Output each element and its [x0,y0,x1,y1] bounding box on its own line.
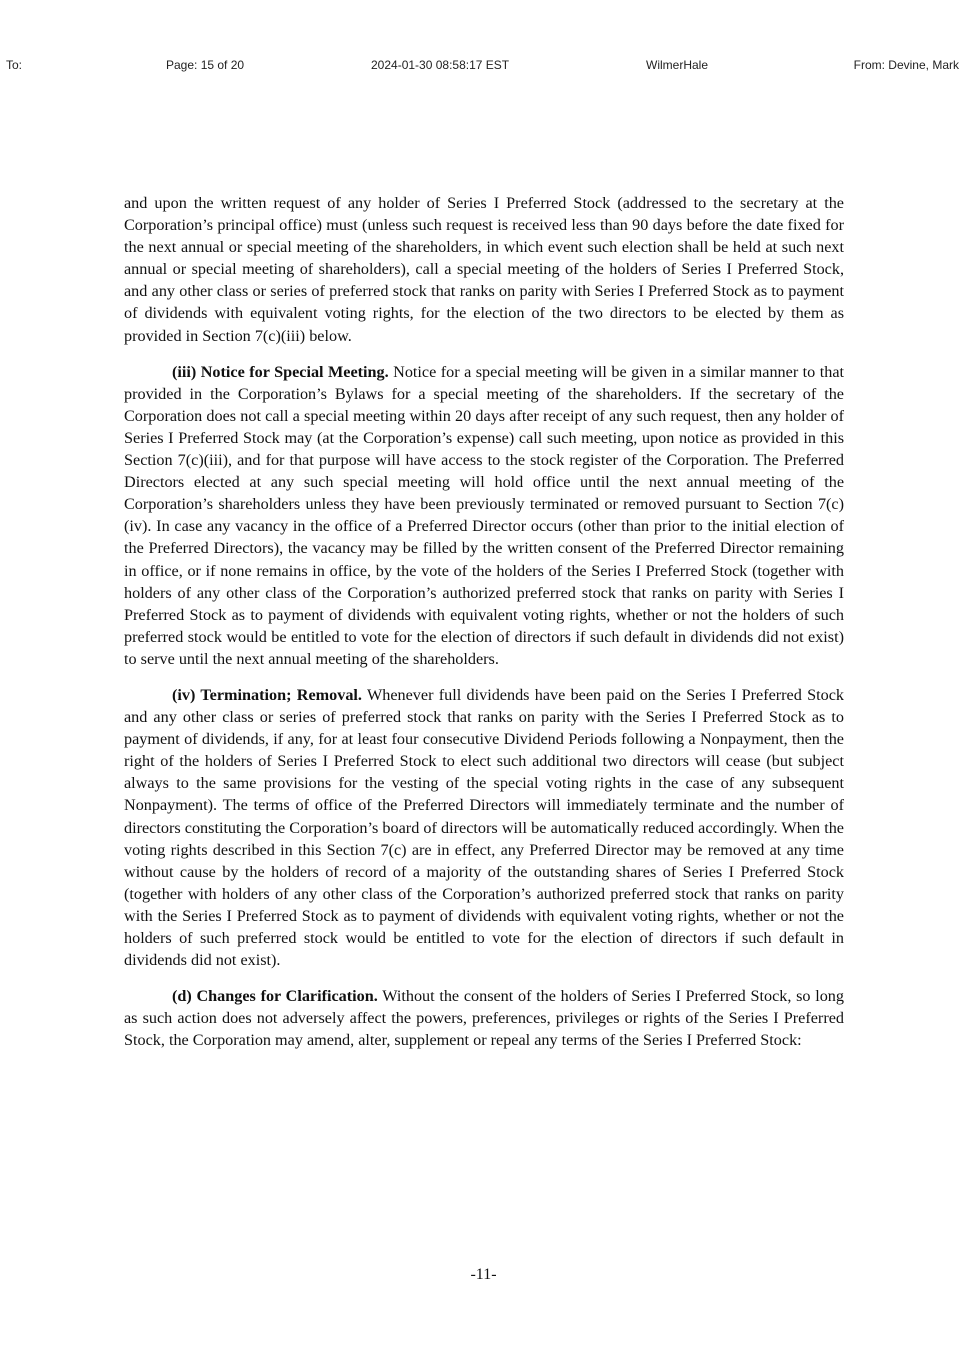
paragraph-text: Without the consent of the holders of Series I Preferred Stock, so long as such action does not adversely affect the powers, preferences, privileges or rights of the Series I Preferred Stock, the Corporation may amend, alter, supplement or repeal any terms of the Series I Preferred Stock: [124,987,844,1050]
page-number: -11- [470,1266,497,1283]
paragraph-continuation: and upon the written request of any holder of Series I Preferred Stock (addressed to the secretary at the Corporation’s principal office) must (unless such request is received less than 90 days before the date fixed for the next annual or special meeting of the shareholders, in which event such election shall be held at such next annual or special meeting of shareholders), call a special meeting of the holders of Series I Preferred Stock, and any other class or series of preferred stock that ranks on parity with Series I Preferred Stock as to payment of dividends with equivalent voting rights, for the election of the two directors to be elected by them as provided in Section 7(c)(iii) below. [124,194,844,345]
paragraph-changes-clarification [124,985,844,1051]
section-heading: (iv) Termination; Removal. [172,685,362,704]
fax-firm-name: WilmerHale [646,58,709,72]
fax-from: From: Devine, Mark [853,58,959,72]
section-heading: (iii) Notice for Special Meeting. [172,362,389,381]
paragraph-text: Whenever full dividends have been paid on the Series I Preferred Stock and any other class or series of preferred stock that ranks on parity with the Series I Preferred Stock as to payment of dividends, if any, for at least four consecutive Dividend Periods following a Nonpayment, then the right of the holders of Series I Preferred Stock to elect such additional two directors will cease (but subject always to the same provisions for the vesting of the special voting rights in the case of any subsequent Nonpayment). The terms of office of the Preferred Directors will immediately terminate and the number of directors constituting the Corporation’s board of directors will be automatically reduced accordingly. When the voting rights described in this Section 7(c) are in effect, any Preferred Director may be removed at any time without cause by the holders of record of a majority of the outstanding shares of Series I Preferred Stock (together with holders of any other class of the Corporation’s authorized preferred stock that ranks on parity with the Series I Preferred Stock as to payment of dividends with equivalent voting rights, whether or not the holders of such preferred stock would be entitled to vote for the election of directors if such default in dividends did not exist). [124,685,844,970]
fax-timestamp: 2024-01-30 08:58:17 EST [371,58,510,72]
paragraph-termination-removal [124,684,844,971]
fax-header [0,58,967,76]
fax-page-count: Page: 15 of 20 [166,58,245,72]
paragraph-notice-special-meeting [124,361,844,670]
section-heading: (d) Changes for Clarification. [172,987,378,1006]
paragraph-text: Notice for a special meeting will be given in a similar manner to that provided in the Corporation’s Bylaws for a special meeting of the shareholders. If the secretary of the Corporation does not call a special meeting within 20 days after receipt of any such request, then any holder of Series I Preferred Stock may (at the Corporation’s expense) call such meeting, upon notice as provided in this Section 7(c)(iii), and for that purpose will have access to the stock register of the Corporation. The Preferred Directors elected at any such special meeting will hold office until the next annual meeting of the Corporation’s shareholders unless they have been previously terminated or removed pursuant to Section 7(c)(iv). In case any vacancy in the office of a Preferred Director occurs (other than prior to the initial election of the Preferred Directors), the vacancy may be filled by the written consent of the Preferred Director remaining in office, or if none remains in office, by the vote of the holders of the Series I Preferred Stock (together with holders of any other class of the Corporation’s authorized preferred stock that ranks on parity with Series I Preferred Stock as to payment of dividends with equivalent voting rights, whether or not the holders of such preferred stock would be entitled to vote for the election of directors if such default in dividends did not exist) to serve until the next annual meeting of the shareholders. [124,362,844,668]
document-body [124,192,844,1065]
fax-to: To: [6,58,23,72]
